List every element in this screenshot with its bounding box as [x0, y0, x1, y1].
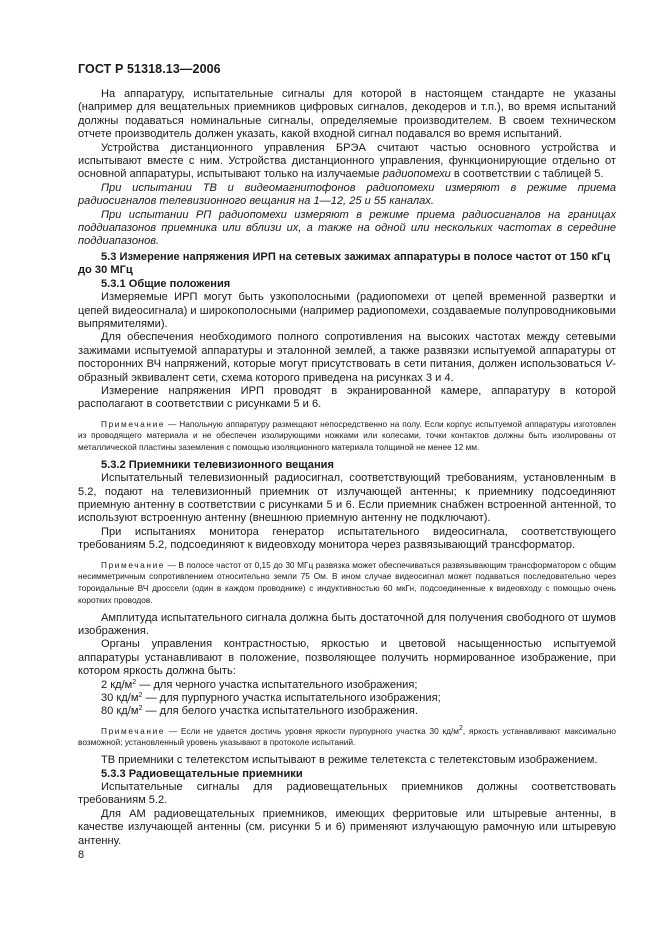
paragraph: Для обеспечения необходимого полного сопротивления на высоких частотах между сетевыми зажимами испытуемой аппаратуры и эталонной землей, а также развязки испытуемой аппаратуры от посторонних ВЧ напряжений, которые могут присутствовать в сети питания, должен использоваться V-образный эквивалент сети, схема которого приведена на рисунках 3 и 4.	[78, 331, 616, 384]
section-heading-5-3-1: 5.3.1 Общие положения	[101, 277, 231, 290]
section-heading-5-3-2: 5.3.2 Приемники телевизионного вещания	[101, 458, 334, 471]
paragraph: Измеряемые ИРП могут быть узкополосными (радиопомехи от цепей временной развертки и цепей видеосигнала) и широкополосными (например радиопомехи, создаваемые полупроводниковыми выпрямителями).	[78, 291, 616, 330]
section-heading-5-3: 5.3 Измерение напряжения ИРП на сетевых зажимах аппаратуры в полосе частот от 150 кГц до 30 МГц	[78, 250, 611, 277]
note: Примечание — В полосе частот от 0,15 до 30 МГц развязка может обеспечиваться развязывающим трансформатором с общим несимметричным сопротивлением относительно земли 75 Ом. В ином случае видеосигнал может подаваться последовательно через тороидальные ВЧ дроссели (один в каждом проводнике) с индуктивностью 60 мкГн, подсоединенные к видеовходу с помощью очень коротких проводов.	[78, 559, 616, 605]
paragraph: Для АМ радиовещательных приемников, имеющих ферритовые или штыревые антенны, в качестве излучающей антенны (см. рисунки 5 и 6) применяют излучающую рамочную или штыревую антенну.	[78, 807, 616, 847]
paragraph: На аппаратуру, испытательные сигналы для которой в настоящем стандарте не указаны (например для вещательных приемников цифровых сигналов, декодеров и т.п.), во время испытаний должны подаваться номинальные сигналы, определяемые производителем. В своем техническом отчете производитель должен указать, какой входной сигнал подавался во время испытаний.	[78, 88, 616, 141]
paragraph-italic: При испытании ТВ и видеомагнитофонов радиопомехи измеряют в режиме приема радиосигналов телевизионного вещания на 1—12, 25 и 55 каналах.	[78, 181, 616, 208]
note: Примечание — Напольную аппаратуру размещают непосредственно на полу. Если корпус испытуемой аппаратуры изготовлен из проводящего материала и не обеспечен изолирующими ножками или колесами, точки контактов должны быть изолированы от металлической пластины заземления с помощью изоляционного материала толщиной не менее 12 мм.	[78, 418, 616, 453]
paragraph: Органы управления контрастностью, яркостью и цветовой насыщенностью испытуемой аппаратуры устанавливают в положение, позволяющее получить нормированное изображение, при котором яркость должна быть:	[78, 638, 616, 678]
paragraph: Измерение напряжения ИРП проводят в экранированной камере, аппаратуру в которой располагают в соответствии с рисунками 5 и 6.	[78, 384, 616, 411]
brightness-level: 80 $кд/м^2$ — для белого участка испытательного изображения.	[101, 705, 418, 718]
paragraph: Устройства дистанционного управления БРЭА считают частью основного устройства и испытывают вместе с ним. Устройства дистанционного управления, функционирующие отдельно от основной аппаратуры, испытывают только на излучаемые радиопомехи в соответствии с таблицей 5.	[78, 141, 616, 181]
brightness-level: 2 $кд/м^2$ — для черного участка испытательного изображения;	[101, 678, 418, 691]
section-heading-5-3-3: 5.3.3 Радиовещательные приемники	[101, 767, 303, 780]
document-header: ГОСТ Р 51318.13—2006	[78, 62, 221, 76]
document-page	[78, 62, 616, 848]
note: Примечание — Если не удается достичь уровня яркости пурпурного участка 30 $кд/м^2$, яркость устанавливают максимально возможной; установленный уровень указывают в протоколе испытаний.	[78, 724, 617, 748]
paragraph: ТВ приемники с телетекстом испытывают в режиме телетекста с телетекстовым изображением.	[101, 754, 598, 767]
paragraph: При испытаниях монитора генератор испытательного видеосигнала, соответствующего требованиям 5.2, подсоединяют к видеовходу монитора через развязывающий трансформатор.	[78, 525, 616, 552]
paragraph: Испытательные сигналы для радиовещательных приемников должны соответствовать требованиям 5.2.	[78, 780, 616, 807]
page-number: 8	[78, 849, 85, 861]
paragraph: Амплитуда испытательного сигнала должна быть достаточной для получения свободного от шумов изображения.	[78, 611, 616, 637]
brightness-level: 30 $кд/м^2$ — для пурпурного участка испытательного изображения;	[101, 691, 441, 704]
paragraph-italic: При испытании РП радиопомехи измеряют в режиме приема радиосигналов на границах поддиапазонов приемника или вблизи их, а также на одной или нескольких частотах в середине поддиапазонов.	[78, 208, 616, 248]
paragraph: Испытательный телевизионный радиосигнал, соответствующий требованиям, установленным в 5.2, подают на телевизионный приемник от излучающей антенны; к приемнику подсоединяют приемную антенну в соответствии с рисунками 5 и 6. Если приемник снабжен встроенной антенной, то используют встроенную антенну (внешнюю приемную антенну не подключают).	[78, 472, 616, 525]
